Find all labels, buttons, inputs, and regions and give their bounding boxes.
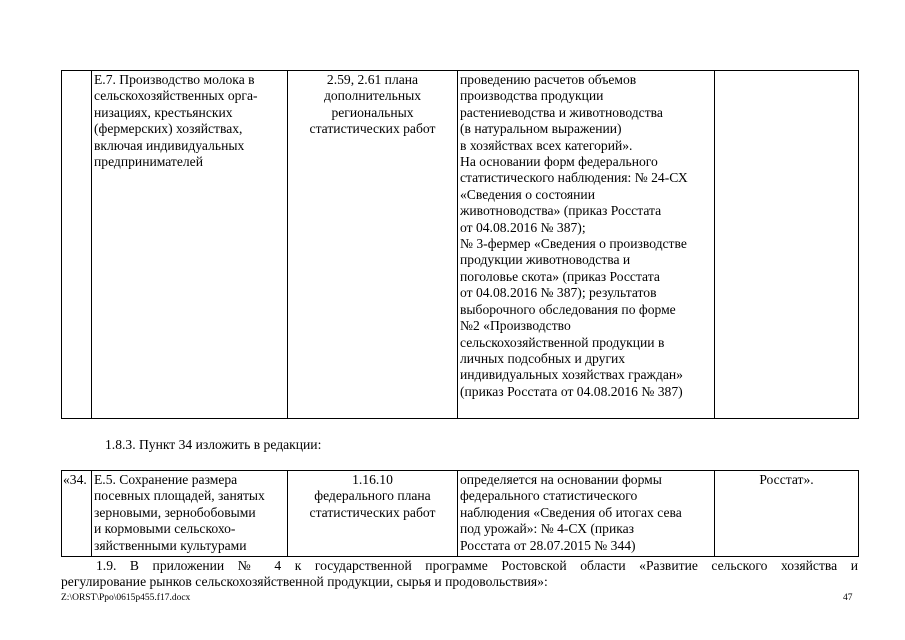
text-line: федерального плана — [314, 488, 431, 504]
text-line: сельскохозяйственной продукции в — [460, 334, 665, 350]
calculation-method-cell — [458, 71, 715, 419]
text-line: продукции животноводства и — [460, 252, 631, 268]
text-line: На основании форм федерального — [460, 154, 658, 170]
text-line: наблюдения «Сведения об итогах сева — [460, 504, 682, 520]
text-line: посевных площадей, занятых — [94, 488, 265, 504]
text-line: статистического наблюдения: № 24-СХ — [460, 170, 688, 186]
text-line: в хозяйствах всех категорий». — [460, 137, 633, 153]
text-line: сельскохозяйственных орга- — [94, 88, 258, 104]
text-line: зяйственными культурами — [94, 537, 247, 553]
text-line: включая индивидуальных — [94, 137, 245, 153]
text-line: выборочного обследования по форме — [460, 301, 676, 317]
text-line: 2.59, 2.61 плана — [326, 72, 419, 87]
row-number-cell — [62, 471, 92, 557]
text-line: № 3-фермер «Сведения о производстве — [460, 236, 687, 252]
paragraph-1-9-line-2: регулирование рынков сельскохозяйственной продукции, сырья и продовольствия»: — [61, 574, 548, 589]
text-line: предпринимателей — [94, 154, 203, 170]
table-row — [62, 71, 859, 419]
paragraph-1-9-line-1: 1.9. В приложении № 4 к государственной программе Ростовской области «Развитие сельского хозяйства и — [96, 558, 858, 573]
text-line: Е.7. Производство молока в — [94, 72, 255, 87]
footer-page-number: 47 — [843, 593, 853, 603]
text-line: №2 «Производство — [460, 318, 571, 334]
responsible-cell — [715, 71, 859, 419]
text-line: Росстата от 28.07.2015 № 344) — [460, 537, 636, 553]
plan-reference-cell — [288, 471, 458, 557]
paragraph-1-8-3: 1.8.3. Пункт 34 изложить в редакции: — [105, 437, 322, 452]
responsible-cell — [715, 471, 859, 557]
text-line: «Сведения о состоянии — [460, 186, 595, 202]
text-line: и кормовыми сельскохо- — [94, 521, 236, 537]
text-line: (в натуральном выражении) — [460, 121, 622, 137]
text-line: производства продукции — [460, 88, 604, 104]
text-line: личных подсобных и других — [460, 350, 626, 366]
text-line: статистических работ — [309, 504, 436, 520]
text-line: низациях, крестьянских — [94, 104, 233, 120]
text-line: (фермерских) хозяйствах, — [94, 121, 243, 137]
text-line: Росстат». — [759, 472, 814, 487]
row-number-cell — [62, 71, 92, 419]
table-continuation — [61, 70, 859, 419]
table-row — [62, 471, 859, 557]
text-line: индивидуальных хозяйствах граждан» — [460, 367, 683, 383]
indicator-name-cell — [92, 71, 288, 419]
indicator-name-cell — [92, 471, 288, 557]
text-line: растениеводства и животноводства — [460, 104, 663, 120]
plan-reference-cell — [288, 71, 458, 419]
text-line: поголовье скота» (приказ Росстата — [460, 268, 660, 284]
text-line: проведению расчетов объемов — [460, 72, 637, 87]
text-line: определяется на основании формы — [460, 472, 662, 487]
table-item-34 — [61, 470, 859, 557]
text-line: от 04.08.2016 № 387); — [460, 219, 586, 235]
text-line: региональных — [331, 104, 414, 120]
text-line: (приказ Росстата от 04.08.2016 № 387) — [460, 383, 683, 399]
text-line: Е.5. Сохранение размера — [94, 472, 238, 487]
footer-file-path: Z:\ORST\Ppo\0615p455.f17.docx — [61, 593, 191, 603]
text-line: от 04.08.2016 № 387); результатов — [460, 285, 657, 301]
text-line: 1.16.10 — [352, 472, 393, 487]
text-line: дополнительных — [323, 88, 422, 104]
text-line: под урожай»: № 4-СХ (приказ — [460, 521, 635, 537]
text-line: статистических работ — [309, 121, 436, 137]
text-line: федерального статистического — [460, 488, 638, 504]
text-line: зерновыми, зернобобовыми — [94, 504, 256, 520]
calculation-method-cell — [458, 471, 715, 557]
row-number: «34. — [63, 472, 87, 487]
text-line: животноводства» (приказ Росстата — [460, 203, 662, 219]
